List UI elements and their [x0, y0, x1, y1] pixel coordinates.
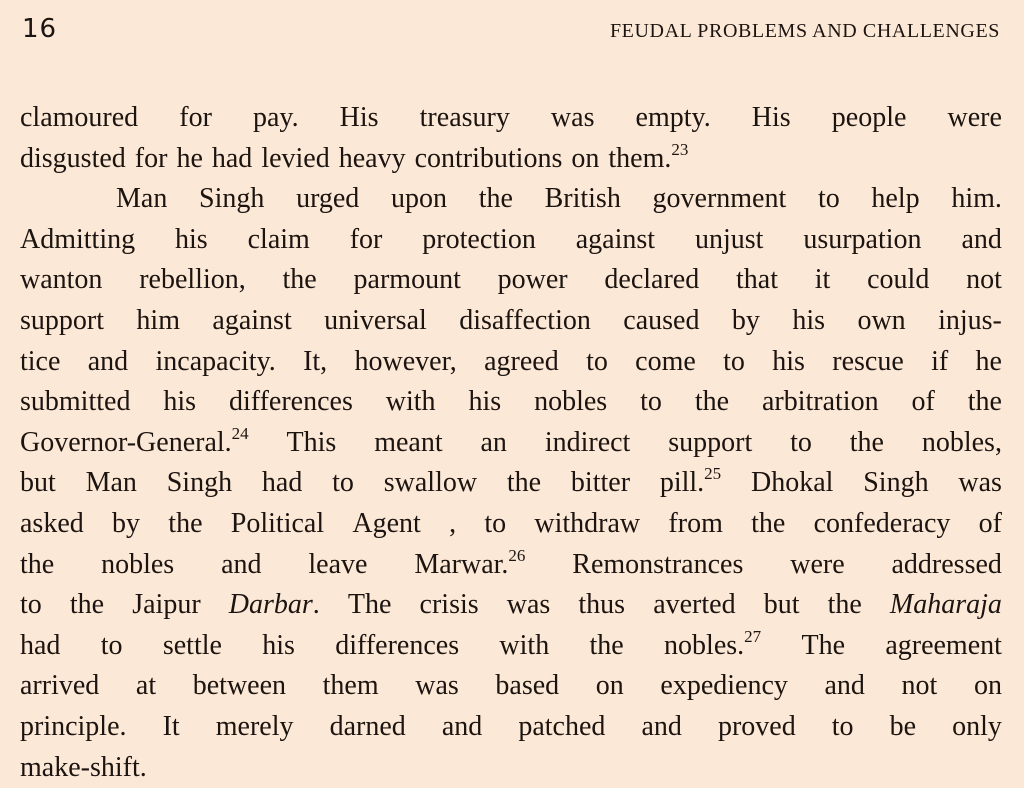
- word: him: [136, 301, 180, 342]
- word: The: [801, 626, 845, 667]
- text-line: [20, 585, 1002, 626]
- word: Darbar.: [229, 585, 320, 626]
- word: to: [484, 504, 506, 545]
- text-line: [20, 139, 1002, 180]
- word: rescue: [832, 342, 904, 383]
- word: tice: [20, 342, 60, 383]
- word: withdraw: [534, 504, 640, 545]
- word: swallow: [384, 463, 477, 504]
- word: empty.: [636, 98, 711, 139]
- word: only: [952, 707, 1002, 748]
- footnote-ref: 24: [232, 424, 249, 443]
- word: levied: [261, 139, 329, 180]
- word: government: [653, 179, 787, 220]
- word: of: [979, 504, 1002, 545]
- word: to: [586, 342, 608, 383]
- word: nobles: [534, 382, 607, 423]
- text-line: [20, 98, 1002, 139]
- word: him.: [951, 179, 1002, 220]
- word: Singh: [863, 463, 928, 504]
- word: Dhokal: [751, 463, 833, 504]
- text-line: [20, 504, 1002, 545]
- word: at: [136, 666, 156, 707]
- word: crisis: [420, 585, 479, 626]
- word: was: [415, 666, 459, 707]
- word: the: [479, 179, 513, 220]
- word: had: [212, 139, 252, 180]
- word: to: [640, 382, 662, 423]
- word: principle.: [20, 707, 127, 748]
- word: Admitting: [20, 220, 135, 261]
- word: the: [70, 585, 104, 626]
- word: his: [175, 220, 208, 261]
- word: ,: [449, 504, 456, 545]
- word: addressed: [892, 545, 1002, 586]
- word: to: [832, 707, 854, 748]
- word: expediency: [660, 666, 788, 707]
- word: heavy: [339, 139, 406, 180]
- word: His: [340, 98, 379, 139]
- word: against: [212, 301, 291, 342]
- word: however,: [355, 342, 457, 383]
- footnote-ref: 25: [704, 464, 721, 483]
- word: for: [350, 220, 383, 261]
- word: could: [867, 260, 929, 301]
- word: Singh: [167, 463, 232, 504]
- word: submitted: [20, 382, 130, 423]
- word: and: [641, 707, 681, 748]
- word: the: [507, 463, 541, 504]
- word: the: [20, 545, 54, 586]
- word: nobles.$^{27}$: [664, 626, 761, 667]
- page-header: [20, 14, 1002, 58]
- word: urged: [296, 179, 359, 220]
- word: his: [468, 382, 501, 423]
- word: leave: [308, 545, 367, 586]
- word: Marwar.$^{26}$: [414, 545, 525, 586]
- text-line: [20, 220, 1002, 261]
- word: come: [635, 342, 696, 383]
- word: of: [912, 382, 935, 423]
- word: meant: [374, 423, 442, 464]
- word: and: [961, 220, 1001, 261]
- word: differences: [229, 382, 353, 423]
- word: to: [20, 585, 42, 626]
- text-line: [20, 260, 1002, 301]
- word: against: [576, 220, 655, 261]
- word: he: [976, 342, 1002, 383]
- word: and: [88, 342, 128, 383]
- word: contributions: [415, 139, 563, 180]
- text-line: [20, 301, 1002, 342]
- word: with: [386, 382, 436, 423]
- word: nobles: [101, 545, 174, 586]
- word: claim: [248, 220, 310, 261]
- word: It: [163, 707, 180, 748]
- text-line: [20, 545, 1002, 586]
- word: The: [348, 585, 392, 626]
- word: the: [968, 382, 1002, 423]
- word: usurpation: [803, 220, 921, 261]
- word: the: [828, 585, 862, 626]
- word: unjust: [695, 220, 763, 261]
- word: to: [332, 463, 354, 504]
- text-line: [20, 707, 1002, 748]
- word: pill.$^{25}$: [660, 463, 721, 504]
- word: not: [902, 666, 938, 707]
- word: Agent: [352, 504, 420, 545]
- word: for: [179, 98, 212, 139]
- footnote-ref: 27: [744, 627, 761, 646]
- word: British: [545, 179, 621, 220]
- body-text: [20, 98, 1002, 788]
- word: It,: [303, 342, 327, 383]
- word: them: [323, 666, 379, 707]
- word: the: [283, 260, 317, 301]
- word: Man: [116, 179, 167, 220]
- word: were: [948, 98, 1002, 139]
- word: was: [551, 98, 595, 139]
- word: injus-: [938, 301, 1002, 342]
- word: indirect: [545, 423, 631, 464]
- word: This: [287, 423, 337, 464]
- word: was: [958, 463, 1002, 504]
- word: differences: [335, 626, 459, 667]
- word: own: [857, 301, 905, 342]
- word: but: [764, 585, 800, 626]
- word: rebellion,: [139, 260, 246, 301]
- word: Singh: [199, 179, 264, 220]
- word: arbitration: [762, 382, 879, 423]
- word: by: [112, 504, 140, 545]
- word: to: [818, 179, 840, 220]
- footnote-ref: 23: [671, 140, 688, 159]
- word: his: [792, 301, 825, 342]
- word: declared: [604, 260, 699, 301]
- word: from: [668, 504, 722, 545]
- word: the: [751, 504, 785, 545]
- word: on: [974, 666, 1002, 707]
- text-line: [20, 342, 1002, 383]
- word: protection: [422, 220, 536, 261]
- word: incapacity.: [156, 342, 276, 383]
- word: thus: [578, 585, 625, 626]
- word: arrived: [20, 666, 99, 707]
- page-number: 16: [20, 14, 57, 44]
- word: disaffection: [459, 301, 591, 342]
- word: had: [20, 626, 60, 667]
- word: nobles,: [922, 423, 1002, 464]
- text-line: [20, 626, 1002, 667]
- running-head: FEUDAL PROBLEMS AND CHALLENGES: [610, 20, 1002, 43]
- word: make-shift.: [20, 748, 147, 788]
- word: upon: [391, 179, 447, 220]
- word: treasury: [420, 98, 510, 139]
- word: to: [723, 342, 745, 383]
- word: clamoured: [20, 98, 138, 139]
- word: Man: [86, 463, 137, 504]
- word: help: [871, 179, 919, 220]
- word: bitter: [571, 463, 630, 504]
- word: settle: [163, 626, 222, 667]
- word: by: [732, 301, 760, 342]
- word: his: [163, 382, 196, 423]
- word: his: [262, 626, 295, 667]
- word: for: [135, 139, 168, 180]
- word: darned: [330, 707, 406, 748]
- word: support: [668, 423, 752, 464]
- word: Governor-General.$^{24}$: [20, 423, 249, 464]
- word: Remonstrances: [572, 545, 743, 586]
- text-line: [20, 382, 1002, 423]
- text-line: [20, 179, 1002, 220]
- word: agreement: [885, 626, 1002, 667]
- word: His: [752, 98, 791, 139]
- word: proved: [718, 707, 796, 748]
- word: support: [20, 301, 104, 342]
- word: not: [966, 260, 1002, 301]
- word: merely: [216, 707, 294, 748]
- word: his: [772, 342, 805, 383]
- word: Jaipur: [132, 585, 200, 626]
- text-line: [20, 666, 1002, 707]
- word: based: [495, 666, 559, 707]
- word: agreed: [484, 342, 559, 383]
- word: were: [790, 545, 844, 586]
- word: caused: [623, 301, 699, 342]
- word: Political: [231, 504, 324, 545]
- word: be: [890, 707, 916, 748]
- word: confederacy: [814, 504, 951, 545]
- text-line: [20, 423, 1002, 464]
- text-line: [20, 463, 1002, 504]
- word: and: [825, 666, 865, 707]
- word: asked: [20, 504, 84, 545]
- word: and: [221, 545, 261, 586]
- word: to: [790, 423, 812, 464]
- word: with: [499, 626, 549, 667]
- word: had: [262, 463, 302, 504]
- word: it: [815, 260, 831, 301]
- word: that: [736, 260, 778, 301]
- word: Maharaja: [890, 585, 1002, 626]
- word: but: [20, 463, 56, 504]
- word: to: [101, 626, 123, 667]
- word: the: [850, 423, 884, 464]
- word: the: [168, 504, 202, 545]
- footnote-ref: 26: [508, 546, 525, 565]
- text-line: [20, 748, 1002, 788]
- word: parmount: [354, 260, 461, 301]
- word: on: [596, 666, 624, 707]
- word: if: [931, 342, 948, 383]
- word: wanton: [20, 260, 102, 301]
- word: he: [176, 139, 202, 180]
- word: was: [507, 585, 551, 626]
- word: and: [442, 707, 482, 748]
- word: pay.: [253, 98, 299, 139]
- word: on: [571, 139, 599, 180]
- word: averted: [653, 585, 735, 626]
- word: the: [695, 382, 729, 423]
- word: power: [498, 260, 568, 301]
- word: universal: [324, 301, 427, 342]
- word: people: [832, 98, 907, 139]
- word: the: [590, 626, 624, 667]
- word: them.$^{23}$: [608, 139, 688, 180]
- word: an: [481, 423, 507, 464]
- word: between: [193, 666, 286, 707]
- word: disgusted: [20, 139, 126, 180]
- word: patched: [518, 707, 605, 748]
